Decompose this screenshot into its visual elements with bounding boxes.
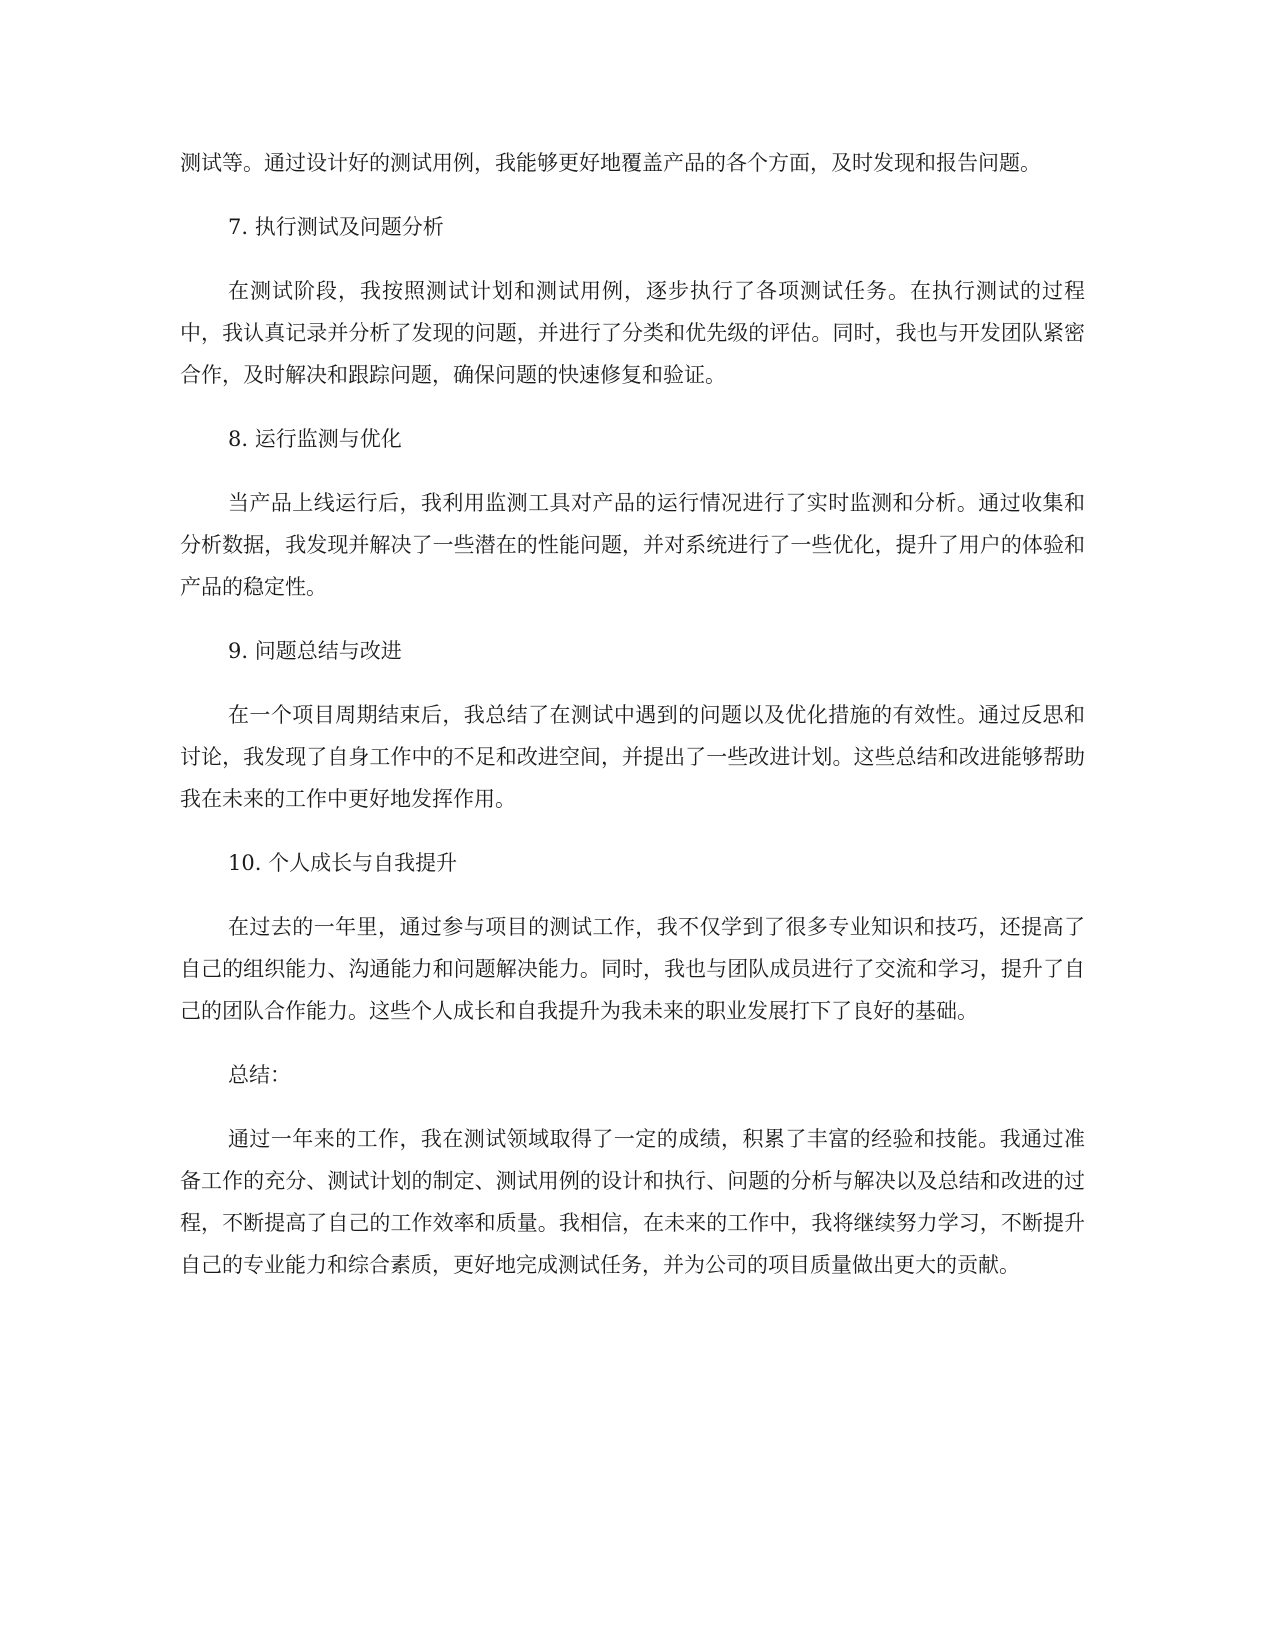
section-heading-8: 8. 运行监测与优化 [228, 427, 402, 451]
paragraph-conclusion: 通过一年来的工作，我在测试领域取得了一定的成绩，积累了丰富的经验和技能。我通过准备工作的充分、测试计划的制定、测试用例的设计和执行、问题的分析与解决以及总结和改进的过程，不断提高了自己的工作效率和质量。我相信，在未来的工作中，我将继续努力学习，不断提升自己的专业能力和综合素质，更好地完成测试任务，并为公司的项目质量做出更大的贡献。 [180, 1127, 1085, 1277]
paragraph-continuation: 测试等。通过设计好的测试用例，我能够更好地覆盖产品的各个方面，及时发现和报告问题。 [180, 151, 1041, 175]
section-heading-7: 7. 执行测试及问题分析 [228, 215, 444, 239]
paragraph-monitoring: 当产品上线运行后，我利用监测工具对产品的运行情况进行了实时监测和分析。通过收集和分析数据，我发现并解决了一些潜在的性能问题，并对系统进行了一些优化，提升了用户的体验和产品的稳定性。 [180, 491, 1085, 599]
conclusion-heading: 总结： [228, 1063, 291, 1087]
section-heading-10: 10. 个人成长与自我提升 [228, 851, 458, 875]
paragraph-execution: 在测试阶段，我按照测试计划和测试用例，逐步执行了各项测试任务。在执行测试的过程中，我认真记录并分析了发现的问题，并进行了分类和优先级的评估。同时，我也与开发团队紧密合作，及时解决和跟踪问题，确保问题的快速修复和验证。 [180, 279, 1085, 387]
paragraph-summary-improve: 在一个项目周期结束后，我总结了在测试中遇到的问题以及优化措施的有效性。通过反思和讨论，我发现了自身工作中的不足和改进空间，并提出了一些改进计划。这些总结和改进能够帮助我在未来的工作中更好地发挥作用。 [180, 703, 1085, 811]
paragraph-growth: 在过去的一年里，通过参与项目的测试工作，我不仅学到了很多专业知识和技巧，还提高了自己的组织能力、沟通能力和问题解决能力。同时，我也与团队成员进行了交流和学习，提升了自己的团队合作能力。这些个人成长和自我提升为我未来的职业发展打下了良好的基础。 [180, 915, 1085, 1023]
document-page [180, 142, 1085, 1308]
section-heading-9: 9. 问题总结与改进 [228, 639, 402, 663]
